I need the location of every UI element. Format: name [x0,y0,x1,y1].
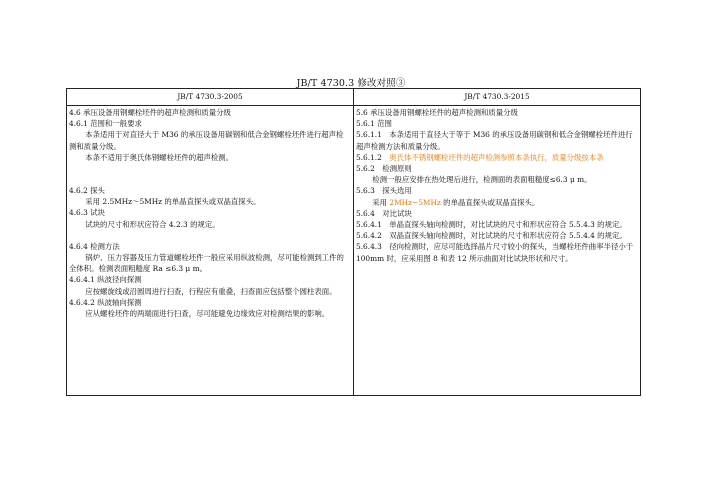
paragraph: 应按螺旋线或沿圆周进行扫查，行程应有重叠，扫查面应包括整个圆柱表面。 [85,286,337,296]
paragraph: 5.6.4.2 双晶直探头轴向检测时，对比试块的尺寸和形状应符合 5.5.4.4 的规定。 [356,231,627,241]
section-heading: 4.6 承压设备用钢螺栓坯件的超声检测和质量分级 [69,108,231,117]
section-heading: 5.6 承压设备用钢螺栓坯件的超声检测和质量分级 [356,108,518,117]
old-standard-cell [67,106,354,396]
text: 采用 [372,197,390,207]
section-heading: 4.6.1 范围和一般要求 [69,119,142,129]
paragraph: 试块的尺寸和形状应符合 4.2.3 的规定。 [85,219,220,229]
section-heading: 5.6.3 探头选用 [356,186,412,196]
header-new-standard: JB/T 4730.3-2015 [354,89,641,106]
paragraph: 本条不适用于奥氏体钢螺栓坯件的超声检测。 [85,152,234,162]
section-heading: 4.6.2 探头 [69,186,105,196]
header-old-standard: JB/T 4730.3-2005 [67,89,354,106]
paragraph: 锅炉、压力容器及压力管道螺栓坯件一般应采用纵波检测，尽可能检测到工件的全体积。检测表面粗糙度 Ra ≤6.3 μ m。 [69,253,344,274]
text: 的单晶直探头或双晶直探头。 [440,197,540,207]
table-header-row [67,89,641,106]
section-heading: 4.6.3 试块 [69,208,105,218]
section-heading: 5.6.2 检测原则 [356,164,412,174]
paragraph [356,197,637,208]
section-heading: 5.6.1 范围 [356,119,392,129]
new-standard-cell [354,106,641,396]
paragraph: 本条适用于对直径大于 M36 的承压设备用碳钢和低合金钢螺栓坯件进行超声检测和质量分级。 [69,130,344,151]
paragraph: 5.6.1.1 本条适用于直径大于等于 M36 的承压设备用碳钢和低合金钢螺栓坯件进行超声检测方法和质量分级。 [356,130,633,151]
paragraph: 5.6.4.1 单晶直探头轴向检测时，对比试块的尺寸和形状应符合 5.5.4.3 的规定。 [356,220,627,230]
paragraph [356,152,637,163]
section-heading: 4.6.4.2 纵波轴向探测 [69,297,142,307]
section-heading: 4.6.4.1 纵波径向探测 [69,275,142,285]
document-title: JB/T 4730.3 修改对照③ [296,78,406,89]
clause-number: 5.6.1.2 [356,152,382,162]
paragraph: 5.6.4.3 径向检测时，应尽可能选择晶片尺寸较小的探头，当螺栓坯件曲率半径小于 100mm 时，应采用图 8 和表 12 所示曲面对比试块形状和尺寸。 [356,242,634,263]
paragraph: 采用 2.5MHz～5MHz 的单晶直探头或双晶直探头。 [85,197,261,207]
section-heading: 4.6.4 检测方法 [69,241,120,251]
section-heading: 5.6.4 对比试块 [356,208,412,218]
table-body-row [67,106,641,396]
paragraph: 检测一般应安排在热处理后进行，检测面的表面粗糙度≤6.3 μ m。 [372,175,592,185]
highlighted-change: 2MHz~5MHz [389,197,441,207]
paragraph: 应从螺栓坯件的两端面进行扫查，尽可能避免边缘效应对检测结果的影响。 [85,309,330,319]
comparison-table [66,88,641,396]
highlighted-change: 奥氏体不锈钢螺栓坯件的超声检测参照本条执行，质量分级按本条 [389,152,604,162]
